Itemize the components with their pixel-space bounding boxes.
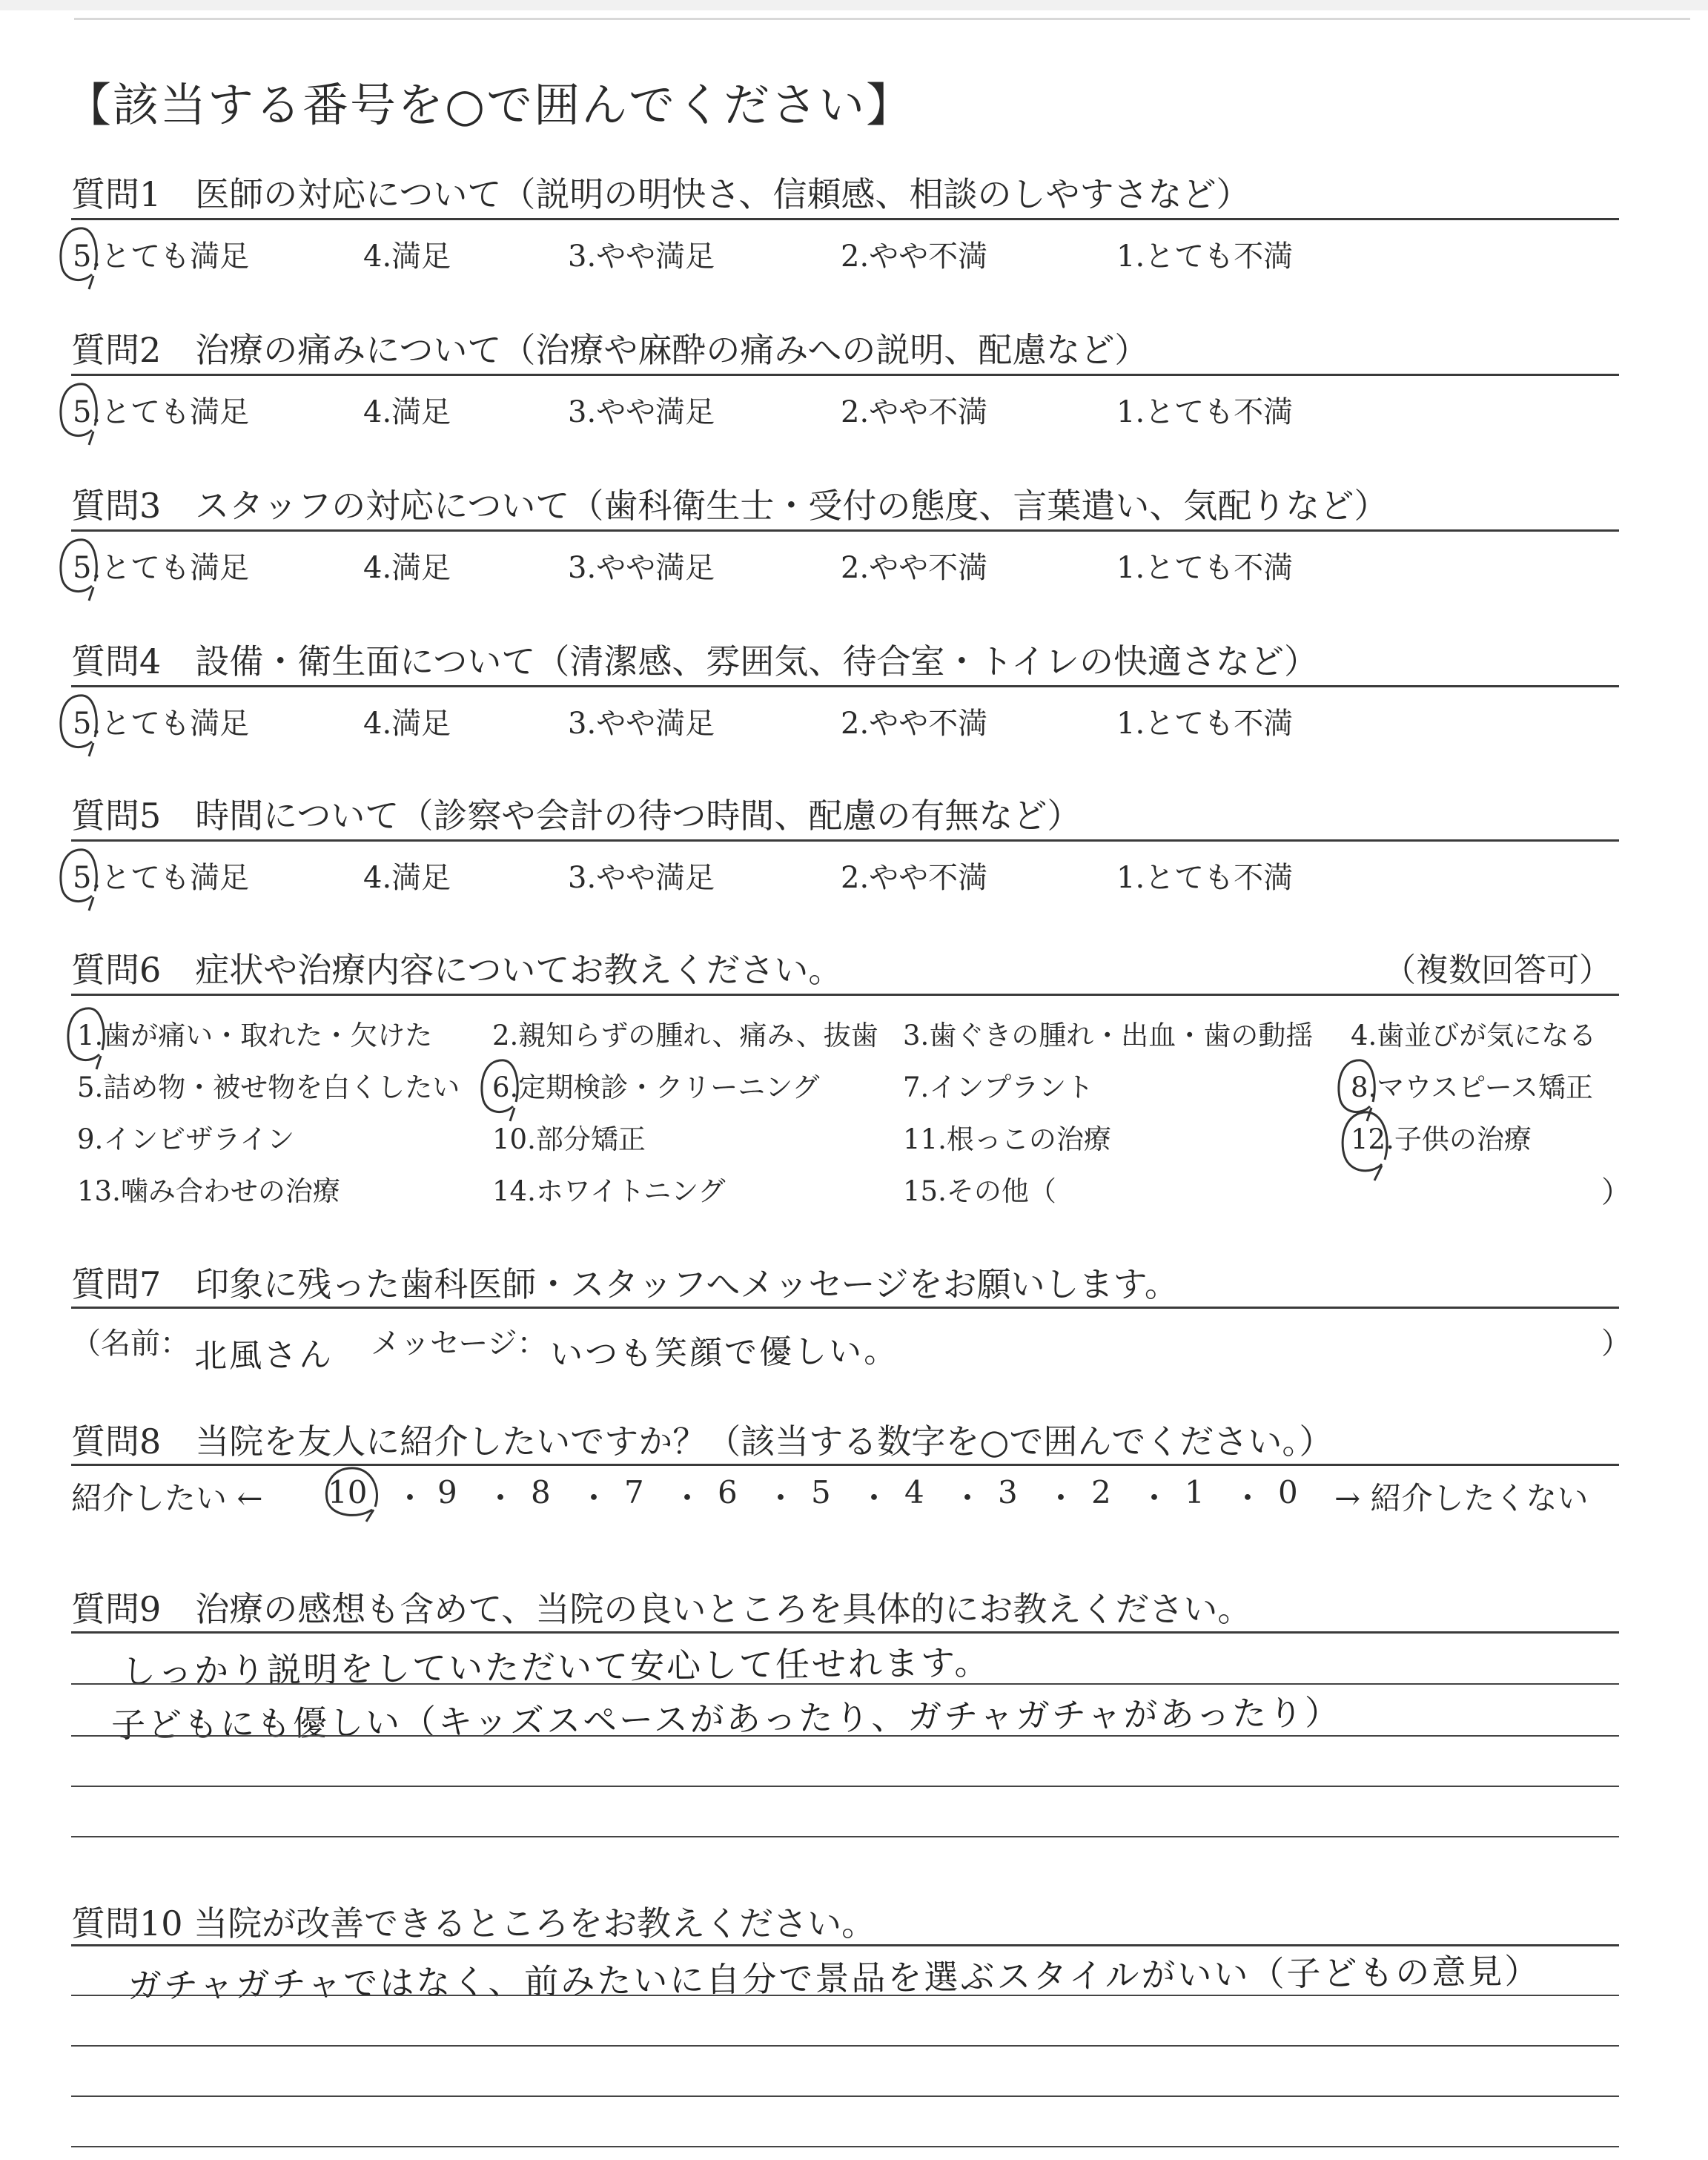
- q8-dot: ・: [1045, 1480, 1077, 1516]
- q8-scale-5[interactable]: 5: [811, 1474, 831, 1510]
- q10-writing-line: [71, 1995, 1619, 1996]
- q2-option-5[interactable]: 5.とても満足: [73, 395, 250, 429]
- q6-option-5[interactable]: 5.詰め物・被せ物を白くしたい: [77, 1071, 460, 1103]
- q1-option-1[interactable]: 1.とても不満: [1116, 240, 1294, 274]
- q8-dot: ・: [485, 1480, 517, 1516]
- q8-scale-4[interactable]: 4: [904, 1474, 924, 1510]
- q5-option-4[interactable]: 4.満足: [363, 861, 451, 895]
- q9-rule: [71, 1631, 1619, 1634]
- q9-writing-line: [71, 1683, 1619, 1685]
- q5-option-5[interactable]: 5.とても満足: [73, 861, 250, 895]
- q7-rule: [71, 1307, 1619, 1309]
- q6-option-13[interactable]: 13.噛み合わせの治療: [77, 1175, 340, 1207]
- q8-rule: [71, 1464, 1619, 1466]
- q3-rule: [71, 529, 1619, 532]
- q3-option-4[interactable]: 4.満足: [363, 551, 451, 585]
- q6-multiple-note: （複数回答可）: [1383, 951, 1612, 989]
- q2-option-4[interactable]: 4.満足: [363, 395, 451, 429]
- q8-scale-8[interactable]: 8: [531, 1474, 551, 1510]
- q5-option-3[interactable]: 3.やや満足: [568, 861, 715, 895]
- q8-scale-6[interactable]: 6: [718, 1474, 738, 1510]
- q8-title: 質問8 当院を友人に紹介したいですか？（該当する数字を○で囲んでください。）: [71, 1421, 1334, 1462]
- q8-dot: ・: [394, 1480, 426, 1516]
- q8-scale-1[interactable]: 1: [1185, 1474, 1205, 1510]
- q5-option-1[interactable]: 1.とても不満: [1116, 861, 1294, 895]
- q3-option-2[interactable]: 2.やや不満: [841, 551, 988, 585]
- q8-scale-10[interactable]: 10: [328, 1474, 368, 1510]
- q1-title: 質問1 医師の対応について（説明の明快さ、信頼感、相談のしやすさなど）: [71, 174, 1251, 214]
- q7-close-paren: ）: [1601, 1327, 1631, 1361]
- q8-scale-7[interactable]: 7: [624, 1474, 644, 1510]
- q4-option-3[interactable]: 3.やや満足: [568, 707, 715, 741]
- q4-option-1[interactable]: 1.とても不満: [1116, 707, 1294, 741]
- q5-option-2[interactable]: 2.やや不満: [841, 861, 988, 895]
- q6-title: 質問6 症状や治療内容についてお教えください。: [71, 950, 843, 990]
- q6-option-3[interactable]: 3.歯ぐきの腫れ・出血・歯の動揺: [903, 1020, 1314, 1051]
- q8-dot: ・: [765, 1480, 797, 1516]
- q8-left-label: 紹介したい ←: [71, 1480, 263, 1516]
- q8-dot: ・: [672, 1480, 704, 1516]
- q5-title: 質問5 時間について（診察や会計の待つ時間、配慮の有無など）: [71, 796, 1082, 836]
- q3-title: 質問3 スタッフの対応について（歯科衛生士・受付の態度、言葉遣い、気配りなど）: [71, 486, 1388, 526]
- q1-option-4[interactable]: 4.満足: [363, 240, 451, 274]
- q8-dot: ・: [1139, 1480, 1171, 1516]
- scan-top-band: [0, 0, 1708, 10]
- q7-message-label: メッセージ：: [371, 1327, 547, 1361]
- q6-option-15[interactable]: 15.その他（: [903, 1175, 1056, 1207]
- q9-writing-line: [71, 1786, 1619, 1787]
- q3-option-1[interactable]: 1.とても不満: [1116, 551, 1294, 585]
- q9-writing-line: [71, 1735, 1619, 1737]
- q4-option-2[interactable]: 2.やや不満: [841, 707, 988, 741]
- q10-title: 質問10 当院が改善できるところをお教えください。: [71, 1903, 876, 1943]
- q4-title: 質問4 設備・衛生面について（清潔感、雰囲気、待合室・トイレの快適さなど）: [71, 641, 1319, 681]
- q9-answer-line-1[interactable]: しっかり説明をしていただいて安心して任せれます。: [121, 1642, 991, 1692]
- q6-option-8[interactable]: 8.マウスピース矯正: [1351, 1071, 1593, 1103]
- q7-name-value[interactable]: 北風さん: [193, 1336, 334, 1375]
- q1-option-2[interactable]: 2.やや不満: [841, 240, 988, 274]
- form-heading: 【該当する番号を○で囲んでください】: [65, 78, 914, 132]
- q7-name-label: （名前：: [71, 1327, 190, 1361]
- q2-option-2[interactable]: 2.やや不満: [841, 395, 988, 429]
- q8-dot: ・: [952, 1480, 984, 1516]
- q3-option-3[interactable]: 3.やや満足: [568, 551, 715, 585]
- q4-option-5[interactable]: 5.とても満足: [73, 707, 250, 741]
- q9-title: 質問9 治療の感想も含めて、当院の良いところを具体的にお教えください。: [71, 1589, 1252, 1629]
- q9-answer-line-2[interactable]: 子どもにも優しい（キッズスペースがあったり、ガチャガチャがあったり）: [110, 1692, 1342, 1745]
- q6-other-close-paren: ）: [1601, 1175, 1631, 1209]
- q6-option-7[interactable]: 7.インプラント: [903, 1071, 1094, 1103]
- q8-dot: ・: [1232, 1480, 1264, 1516]
- q8-right-label: → 紹介したくない: [1334, 1480, 1589, 1516]
- q6-option-11[interactable]: 11.根っこの治療: [903, 1123, 1111, 1155]
- q2-option-3[interactable]: 3.やや満足: [568, 395, 715, 429]
- q1-rule: [71, 218, 1619, 220]
- q6-option-2[interactable]: 2.親知らずの腫れ、痛み、抜歯: [492, 1020, 878, 1051]
- q10-writing-line: [71, 2095, 1619, 2097]
- q1-option-3[interactable]: 3.やや満足: [568, 240, 715, 274]
- q6-option-10[interactable]: 10.部分矯正: [492, 1123, 646, 1155]
- q8-dot: ・: [578, 1480, 610, 1516]
- q10-writing-line: [71, 2146, 1619, 2147]
- scan-edge-line: [74, 18, 1690, 20]
- q8-scale-2[interactable]: 2: [1091, 1474, 1111, 1510]
- q6-option-12[interactable]: 12.子供の治療: [1351, 1123, 1532, 1155]
- q6-option-4[interactable]: 4.歯並びが気になる: [1351, 1020, 1597, 1051]
- q4-option-4[interactable]: 4.満足: [363, 707, 451, 741]
- q8-scale-3[interactable]: 3: [998, 1474, 1018, 1510]
- q6-option-6[interactable]: 6.定期検診・クリーニング: [492, 1071, 820, 1103]
- q9-writing-line: [71, 1836, 1619, 1837]
- q6-rule: [71, 994, 1619, 996]
- q10-answer-line-1[interactable]: ガチャガチャではなく、前みたいに自分で景品を選ぶスタイルがいい（子どもの意見）: [127, 1951, 1541, 2006]
- q1-option-5[interactable]: 5.とても満足: [73, 240, 250, 274]
- q2-rule: [71, 374, 1619, 376]
- q8-scale-9[interactable]: 9: [437, 1474, 457, 1510]
- q8-dot: ・: [858, 1480, 890, 1516]
- q8-scale-0[interactable]: 0: [1278, 1474, 1298, 1510]
- q2-option-1[interactable]: 1.とても不満: [1116, 395, 1294, 429]
- q4-rule: [71, 685, 1619, 687]
- q2-title: 質問2 治療の痛みについて（治療や麻酔の痛みへの説明、配慮など）: [71, 330, 1149, 370]
- q7-message-value[interactable]: いつも笑顔で優しい。: [549, 1332, 899, 1374]
- q5-rule: [71, 839, 1619, 842]
- q6-option-14[interactable]: 14.ホワイトニング: [492, 1175, 726, 1207]
- q7-title: 質問7 印象に残った歯科医師・スタッフへメッセージをお願いします。: [71, 1264, 1179, 1304]
- q6-option-1[interactable]: 1.歯が痛い・取れた・欠けた: [77, 1020, 433, 1051]
- q3-option-5[interactable]: 5.とても満足: [73, 551, 250, 585]
- q6-option-9[interactable]: 9.インビザライン: [77, 1123, 295, 1155]
- q10-writing-line: [71, 2045, 1619, 2047]
